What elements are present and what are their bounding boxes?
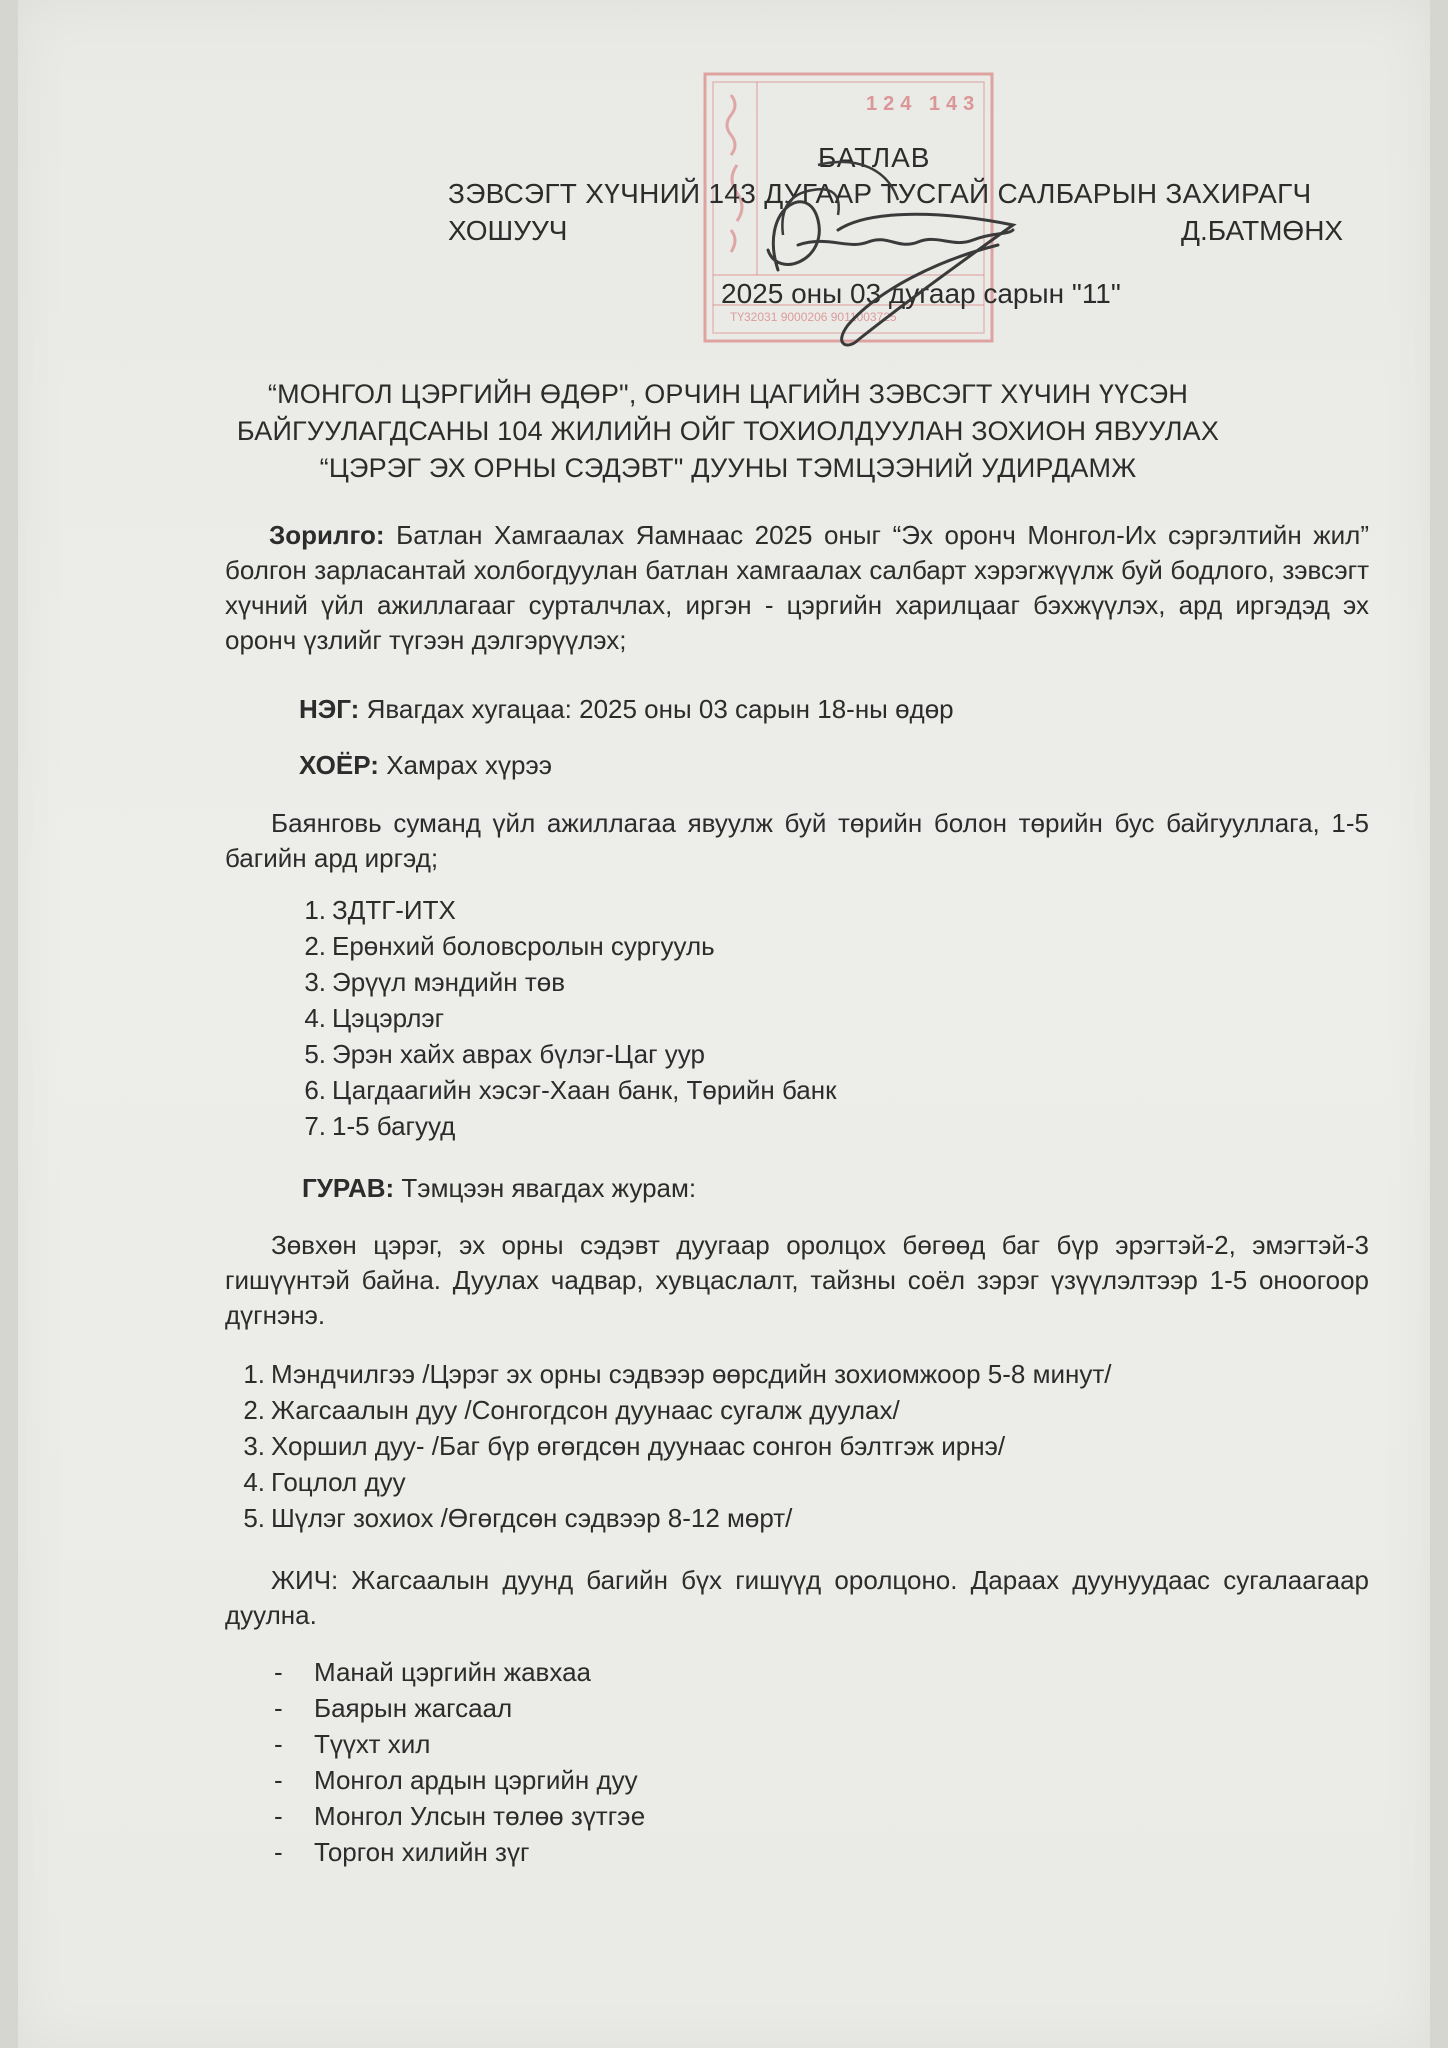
handwritten-signature xyxy=(738,150,1038,360)
list-item: 4. Гоцлол дуу xyxy=(243,1467,406,1497)
approval-title: БАТЛАВ xyxy=(818,142,931,173)
list-item: 1. Мэндчилгээ /Цэрэг эх орны сэдвээр өөрсдийн зохиомжоор 5-8 минут/ xyxy=(243,1359,1112,1389)
list-item: 6. Цагдаагийн хэсэг-Хаан банк, Төрийн банк xyxy=(304,1075,837,1105)
section-one xyxy=(299,694,954,725)
list-item: - Монгол ардын цэргийн дуу xyxy=(274,1765,638,1795)
list-item: 5. Эрэн хайх аврах бүлэг-Цаг уур xyxy=(304,1039,705,1069)
participants-paragraph: Баянговь суманд үйл ажиллагаа явуулж буй төрийн болон төрийн бус байгууллага, 1-5 багийн ард иргэд; xyxy=(225,808,1369,873)
songs-list xyxy=(274,1654,646,1870)
list-item: 2. Ерөнхий боловсролын сургууль xyxy=(304,931,715,961)
list-item: 1. ЗДТГ-ИТХ xyxy=(304,895,456,925)
document-page xyxy=(18,0,1430,2048)
list-item: 4. Цэцэрлэг xyxy=(304,1003,445,1033)
document-heading xyxy=(158,376,1298,487)
list-item: 3. Хоршил дуу- /Баг бүр өгөгдсөн дуунаас сонгон бэлтгэж ирнэ/ xyxy=(243,1431,1006,1461)
approval-rank: ХОШУУЧ xyxy=(448,215,568,246)
heading-line-2: БАЙГУУЛАГДСАНЫ 104 ЖИЛИЙН ОЙГ ТОХИОЛДУУЛАН ЗОХИОН ЯВУУЛАХ xyxy=(236,416,1220,446)
section-three xyxy=(302,1173,696,1204)
section-two-text: Хамрах хүрээ xyxy=(386,750,553,780)
approval-position: ЗЭВСЭГТ ХҮЧНИЙ 143 ДУГААР ТУСГАЙ САЛБАРЫН ЗАХИРАГЧ xyxy=(448,178,1312,209)
stamp-footer: ТҮ32031 9000206 9011003725 xyxy=(730,310,897,324)
section-two xyxy=(299,750,552,781)
list-item: - Баярын жагсаал xyxy=(274,1693,513,1723)
purpose-label: Зорилго: xyxy=(269,520,385,550)
list-item: 2. Жагсаалын дуу /Сонгогдсон дуунаас сугалж дуулах/ xyxy=(243,1395,900,1425)
purpose-paragraph xyxy=(225,518,1369,658)
section-two-label: ХОЁР: xyxy=(299,750,379,780)
participants-list xyxy=(304,892,837,1144)
list-item: 3. Эрүүл мэндийн төв xyxy=(304,967,566,997)
list-item: - Түүхт хил xyxy=(274,1729,431,1759)
procedure-paragraph: Зөвхөн цэрэг, эх орны сэдэвт дуугаар оролцох бөгөөд баг бүр эрэгтэй-2, эмэгтэй-3 гишүүнтэй байна. Дуулах чадвар, хувцаслалт, тайзны соёл зэрэг үзүүлэлтээр 1-5 оноогоор дүгнэнэ. xyxy=(225,1230,1369,1330)
note-paragraph: ЖИЧ: Жагсаалын дуунд багийн бүх гишүүд оролцоно. Дараах дуунуудаас сугалаагаар дуулна. xyxy=(225,1565,1369,1630)
section-one-label: НЭГ: xyxy=(299,694,360,724)
list-item: 5. Шүлэг зохиох /Өгөгдсөн сэдвээр 8-12 мөрт/ xyxy=(243,1503,793,1533)
section-three-label: ГУРАВ: xyxy=(302,1173,395,1203)
section-three-text: Тэмцээн явагдах журам: xyxy=(401,1173,697,1203)
approval-name: Д.БАТМӨНХ xyxy=(1181,215,1344,246)
heading-line-3: “ЦЭРЭГ ЭХ ОРНЫ СЭДЭВТ" ДУУНЫ ТЭМЦЭЭНИЙ УДИРДАМЖ xyxy=(319,453,1137,483)
approval-date: 2025 оны 03 дугаар сарын "11" xyxy=(721,278,1121,309)
heading-line-1: “МОНГОЛ ЦЭРГИЙН ӨДӨР", ОРЧИН ЦАГИЙН ЗЭВСЭГТ ХҮЧИН ҮҮСЭН xyxy=(267,379,1189,409)
section-one-text: Явагдах хугацаа: 2025 оны 03 сарын 18-ны өдөр xyxy=(366,694,954,724)
list-item: - Торгон хилийн зүг xyxy=(274,1837,530,1867)
list-item: - Монгол Улсын төлөө зүтгэе xyxy=(274,1801,646,1831)
procedure-list xyxy=(243,1356,1112,1536)
list-item: 7. 1-5 багууд xyxy=(304,1111,456,1141)
stamp-number: 124 143 xyxy=(866,93,981,115)
purpose-text: Батлан Хамгаалах Яамнаас 2025 оныг “Эх оронч Монгол-Их сэргэлтийн жил” болгон зарласантай холбогдуулан батлан хамгаалах салбарт хэрэгжүүлж буй бодлого, зэвсэгт хүчний үйл ажиллагааг сурталчлах, иргэн - цэргийн харилцааг бэхжүүлэх, ард иргэдэд эх оронч үзлийг түгээн дэлгэрүүлэх; xyxy=(225,520,1369,655)
list-item: - Манай цэргийн жавхаа xyxy=(274,1657,591,1687)
